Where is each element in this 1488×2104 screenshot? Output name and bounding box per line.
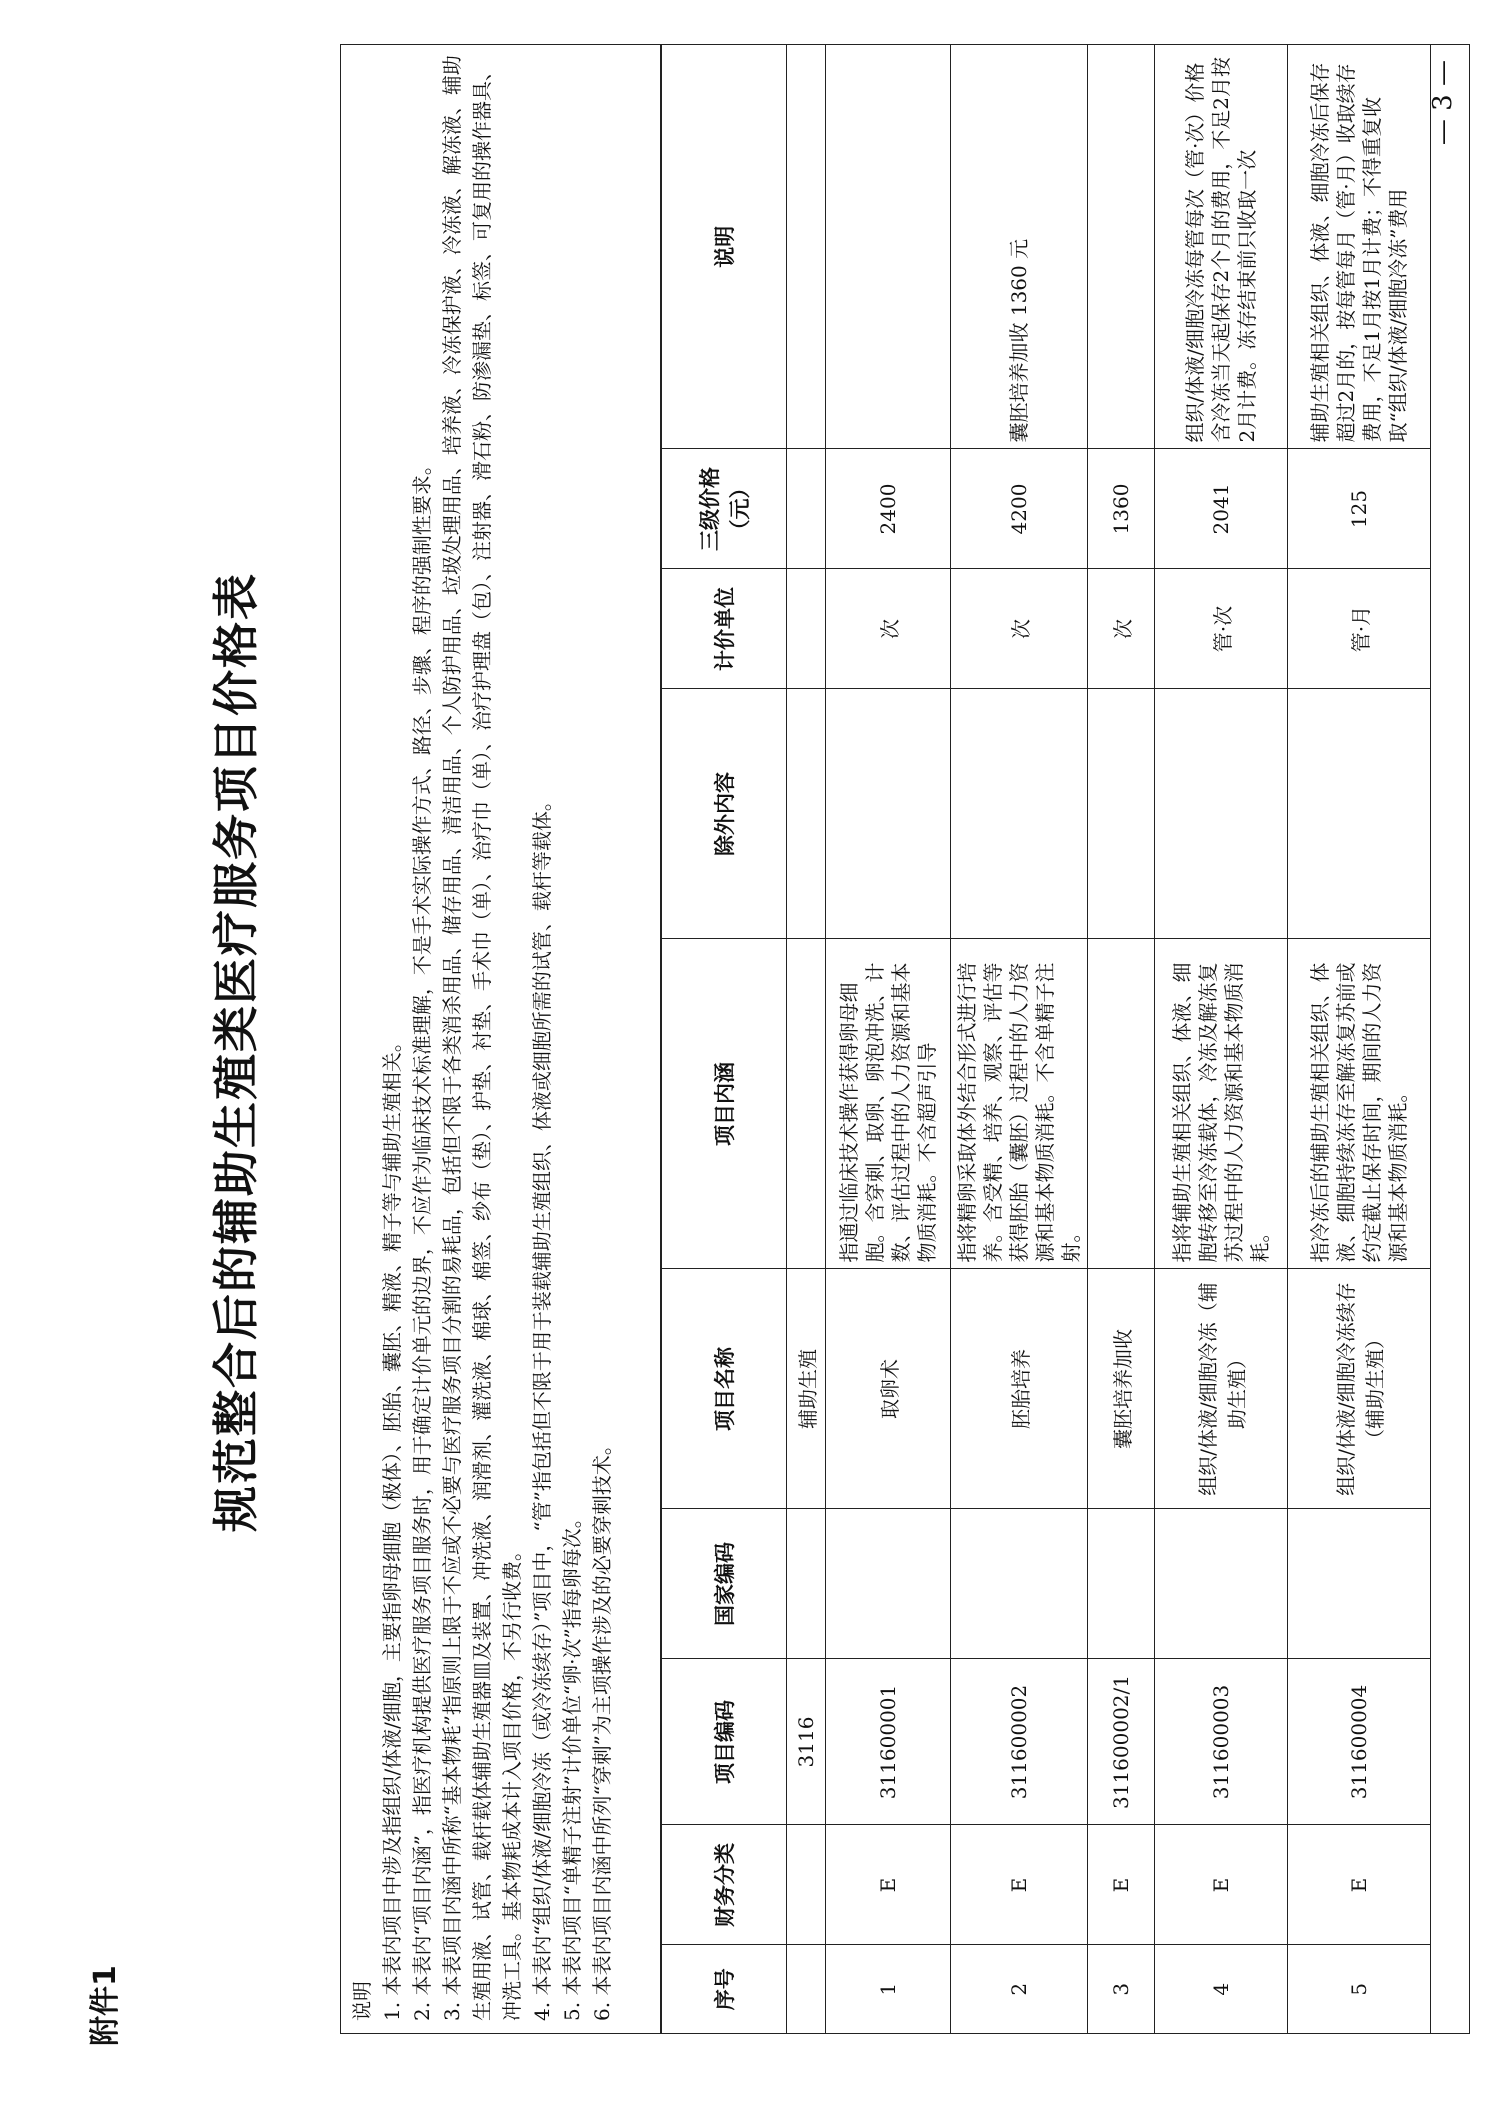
col-header: 财务分类	[662, 1825, 787, 1945]
cell-seq: 1	[826, 1945, 951, 2033]
note-item: 5. 本表内项目“单精子注射”计价单位“卵·次”指每卵每次。	[560, 1508, 584, 2021]
cell-remark: 辅助生殖相关组织、体液、细胞冷冻后保存超过2月的，按每管每月（管·月）收取续存费用，不足1月按1月计费；不得重复收取“组织/体液/细胞冷冻”费用	[1288, 45, 1431, 449]
note-item: 4. 本表内“组织/体液/细胞冷冻（或冷冻续存）”项目中，“管”指包括但不限于用于装载辅助生殖组织、体液或细胞所需的试管、载杆等载体。	[530, 791, 554, 2021]
cell-item-code: 311600002	[951, 1659, 1088, 1825]
cell-finance-category: E	[951, 1825, 1088, 1945]
cell-national-code	[787, 1509, 826, 1659]
notes-heading: 说明	[350, 1981, 374, 2021]
cell-exclusions	[951, 689, 1088, 939]
col-header: 项目内涵	[662, 939, 787, 1269]
cell-remark: 囊胚培养加收 1360 元	[951, 45, 1088, 449]
col-header: 说明	[662, 45, 787, 449]
cell-national-code	[1288, 1509, 1431, 1659]
cell-remark	[826, 45, 951, 449]
note-item: 6. 本表内项目内涵中所列“穿刺”为主项操作涉及的必要穿刺技术。	[590, 1435, 614, 2021]
col-header: 三级价格（元）	[662, 449, 787, 569]
table-row	[1288, 45, 1431, 2033]
cell-item-name: 取卵术	[826, 1269, 951, 1509]
cell-remark: 组织/体液/细胞冷冻每管每次（管·次）价格含冷冻当天起保存2个月的费用，不足2月按2月计费。冻存结束前只收取一次	[1155, 45, 1288, 449]
cell-item-code: 311600003	[1155, 1659, 1288, 1825]
cell-national-code	[1155, 1509, 1288, 1659]
cell-price: 4200	[951, 449, 1088, 569]
cell-national-code	[951, 1509, 1088, 1659]
col-header: 国家编码	[662, 1509, 787, 1659]
page-number: — 3 —	[1428, 60, 1458, 146]
cell-finance-category: E	[1155, 1825, 1288, 1945]
table-row	[1155, 45, 1288, 2033]
cell-finance-category: E	[826, 1825, 951, 1945]
cell-item-connotation: 指将精卵采取体外结合形式进行培养。含受精、培养、观察、评估等获得胚胎（囊胚）过程中的人力资源和基本物质消耗。不含单精子注射。	[951, 939, 1088, 1269]
table-row	[1088, 45, 1155, 2033]
cell-price: 2041	[1155, 449, 1288, 569]
col-header: 计价单位	[662, 569, 787, 689]
cell-finance-category	[787, 1825, 826, 1945]
note-item: 3. 本表项目内涵中所称“基本物耗”指原则上限于不应或不必要与医疗服务项目分割的易耗品，包括但不限于各类消杀用品、储存用品、清洁用品、个人防护用品、垃圾处理用品、培养液、冷冻保护液、冷冻液、解冻液、辅助生殖用液、试管、载杆载体辅助生殖器皿及装置、冲洗液、润滑剂、灌洗液、棉球、棉签、纱布（垫）、护垫、衬垫、手术巾（单）、治疗巾（单）、治疗护理盘（包）、注射器、滑石粉、防渗漏垫、标签、可复用的操作器具、冲洗工具。基本物耗成本计入项目价格，不另行收费。	[440, 55, 524, 2021]
cell-item-name: 囊胚培养加收	[1088, 1269, 1155, 1509]
table-row	[826, 45, 951, 2033]
cell-unit: 管·次	[1155, 569, 1288, 689]
notes-section	[341, 45, 661, 2033]
cell-seq: 3	[1088, 1945, 1155, 2033]
col-header: 序号	[662, 1945, 787, 2033]
cell-item-code: 311600002/1	[1088, 1659, 1155, 1825]
price-table	[661, 45, 1431, 2033]
cell-exclusions	[1288, 689, 1431, 939]
page-title: 规范整合后的辅助生殖类医疗服务项目价格表	[209, 572, 263, 1532]
cell-national-code	[1088, 1509, 1155, 1659]
table-header-row	[662, 45, 787, 2033]
cell-remark	[1088, 45, 1155, 449]
note-item: 1. 本表内项目中涉及指组织/体液/细胞，主要指卵母细胞（极体）、胚胎、囊胚、精液、精子等与辅助生殖相关。	[380, 1032, 404, 2021]
cell-price: 125	[1288, 449, 1431, 569]
price-table-frame	[340, 44, 1470, 2034]
cell-item-connotation	[1088, 939, 1155, 1269]
cell-exclusions	[1088, 689, 1155, 939]
cell-seq: 2	[951, 1945, 1088, 2033]
cell-remark	[787, 45, 826, 449]
col-header: 除外内容	[662, 689, 787, 939]
note-item: 2. 本表内“项目内涵”，指医疗机构提供医疗服务项目服务时，用于确定计价单元的边界，不应作为临床技术标准理解，不是手术实际操作方式、路径、步骤、程序的强制性要求。	[410, 455, 434, 2021]
cell-item-connotation: 指将辅助生殖相关组织、体液、细胞转移至冷冻载体，冷冻及解冻复苏过程中的人力资源和基本物质消耗。	[1155, 939, 1288, 1269]
cell-exclusions	[787, 689, 826, 939]
cell-national-code	[826, 1509, 951, 1659]
cell-price: 1360	[1088, 449, 1155, 569]
table-row	[951, 45, 1088, 2033]
cell-exclusions	[826, 689, 951, 939]
cell-item-code: 311600004	[1288, 1659, 1431, 1825]
cell-seq: 5	[1288, 1945, 1431, 2033]
cell-unit	[787, 569, 826, 689]
attachment-label: 附件1	[88, 1965, 123, 2046]
cell-unit: 管·月	[1288, 569, 1431, 689]
cell-price: 2400	[826, 449, 951, 569]
cell-item-code: 3116	[787, 1659, 826, 1825]
cell-item-connotation: 指通过临床技术操作获得卵母细胞。含穿刺、取卵、卵泡冲洗、计数、评估过程中的人力资源和基本物质消耗。不含超声引导	[826, 939, 951, 1269]
cell-item-name: 辅助生殖	[787, 1269, 826, 1509]
cell-item-name: 组织/体液/细胞冷冻续存（辅助生殖）	[1288, 1269, 1431, 1509]
cell-unit: 次	[951, 569, 1088, 689]
cell-finance-category: E	[1088, 1825, 1155, 1945]
cell-seq	[787, 1945, 826, 2033]
cell-exclusions	[1155, 689, 1288, 939]
cell-item-name: 组织/体液/细胞冷冻（辅助生殖）	[1155, 1269, 1288, 1509]
cell-price	[787, 449, 826, 569]
table-row	[787, 45, 826, 2033]
cell-finance-category: E	[1288, 1825, 1431, 1945]
col-header: 项目编码	[662, 1659, 787, 1825]
cell-unit: 次	[826, 569, 951, 689]
cell-unit: 次	[1088, 569, 1155, 689]
cell-item-connotation: 指冷冻后的辅助生殖相关组织、体液、细胞持续冻存至解冻复苏前或约定截止保存时间，期间的人力资源和基本物质消耗。	[1288, 939, 1431, 1269]
col-header: 项目名称	[662, 1269, 787, 1509]
cell-seq: 4	[1155, 1945, 1288, 2033]
cell-item-connotation	[787, 939, 826, 1269]
cell-item-name: 胚胎培养	[951, 1269, 1088, 1509]
cell-item-code: 311600001	[826, 1659, 951, 1825]
